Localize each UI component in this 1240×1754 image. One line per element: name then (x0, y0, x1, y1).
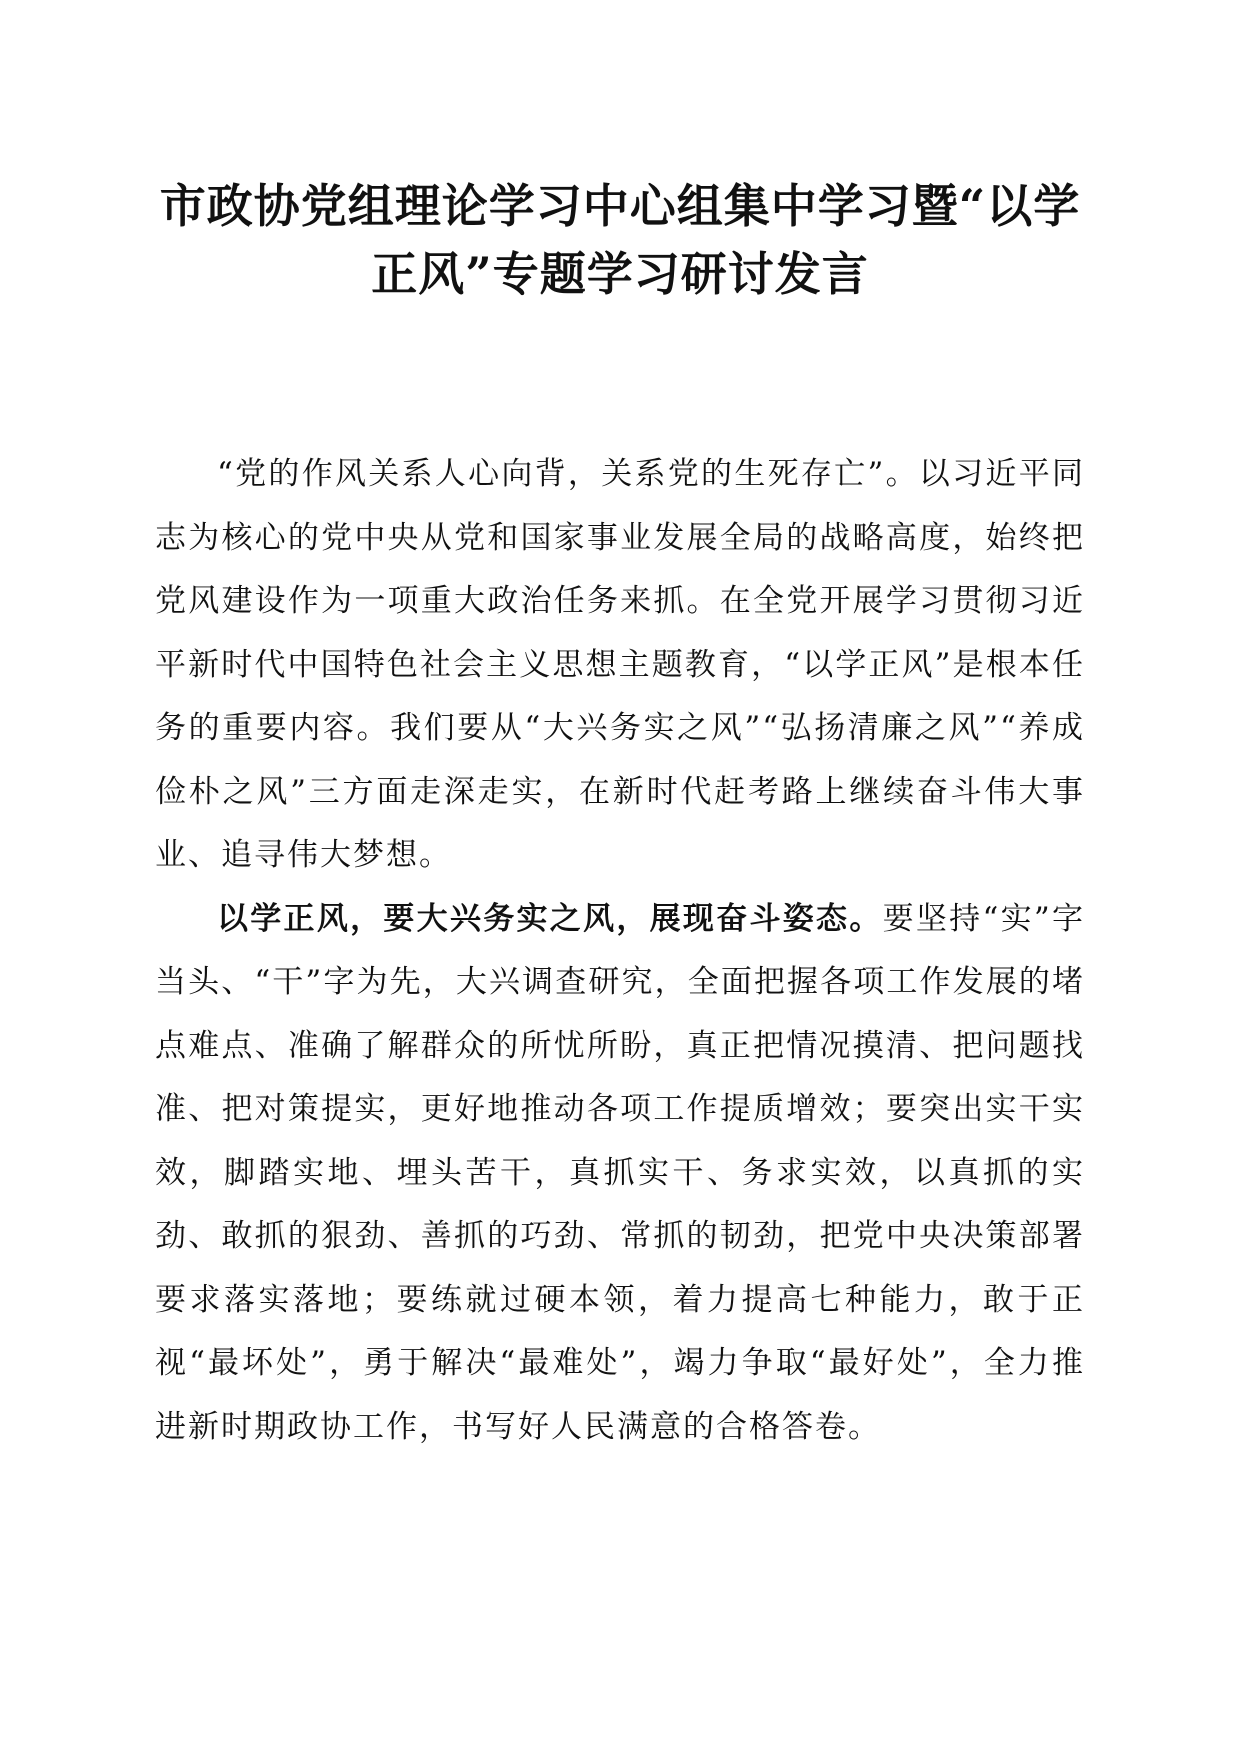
paragraph-intro (155, 443, 1085, 888)
document-body (155, 443, 1085, 1459)
title-line-1: 市政协党组理论学习中心组集中学习暨“以学 (159, 179, 1081, 233)
paragraph-practical-style-text: 要坚持“实”字当头、“干”字为先，大兴调查研究，全面把握各项工作发展的堵点难点、准确了解群众的所忧所盼，真正把情况摸清、把问题找准、把对策提实，更好地推动各项工作提质增效；要突出实干实效，脚踏实地、埋头苦干，真抓实干、务求实效，以真抓的实劲、敢抓的狠劲、善抓的巧劲、常抓的韧劲，把党中央决策部署要求落实落地；要练就过硬本领，着力提高七种能力，敢于正视“最坏处”，勇于解决“最难处”，竭力争取“最好处”，全力推进新时期政协工作，书写好人民满意的合格答卷。 (155, 900, 1086, 1445)
paragraph-intro-text: “党的作风关系人心向背，关系党的生死存亡”。以习近平同志为核心的党中央从党和国家事业发展全局的战略高度，始终把党风建设作为一项重大政治任务来抓。在全党开展学习贯彻习近平新时代中国特色社会主义思想主题教育，“以学正风”是根本任务的重要内容。我们要从“大兴务实之风”“弘扬清廉之风”“养成俭朴之风”三方面走深走实，在新时代赶考路上继续奋斗伟大事业、追寻伟大梦想。 (155, 456, 1085, 873)
title-line-2: 正风”专题学习研讨发言 (371, 247, 869, 301)
paragraph-practical-style (155, 888, 1085, 1460)
paragraph-practical-style-heading: 以学正风，要大兴务实之风，展现奋斗姿态。 (217, 900, 883, 937)
document-title (150, 172, 1090, 308)
